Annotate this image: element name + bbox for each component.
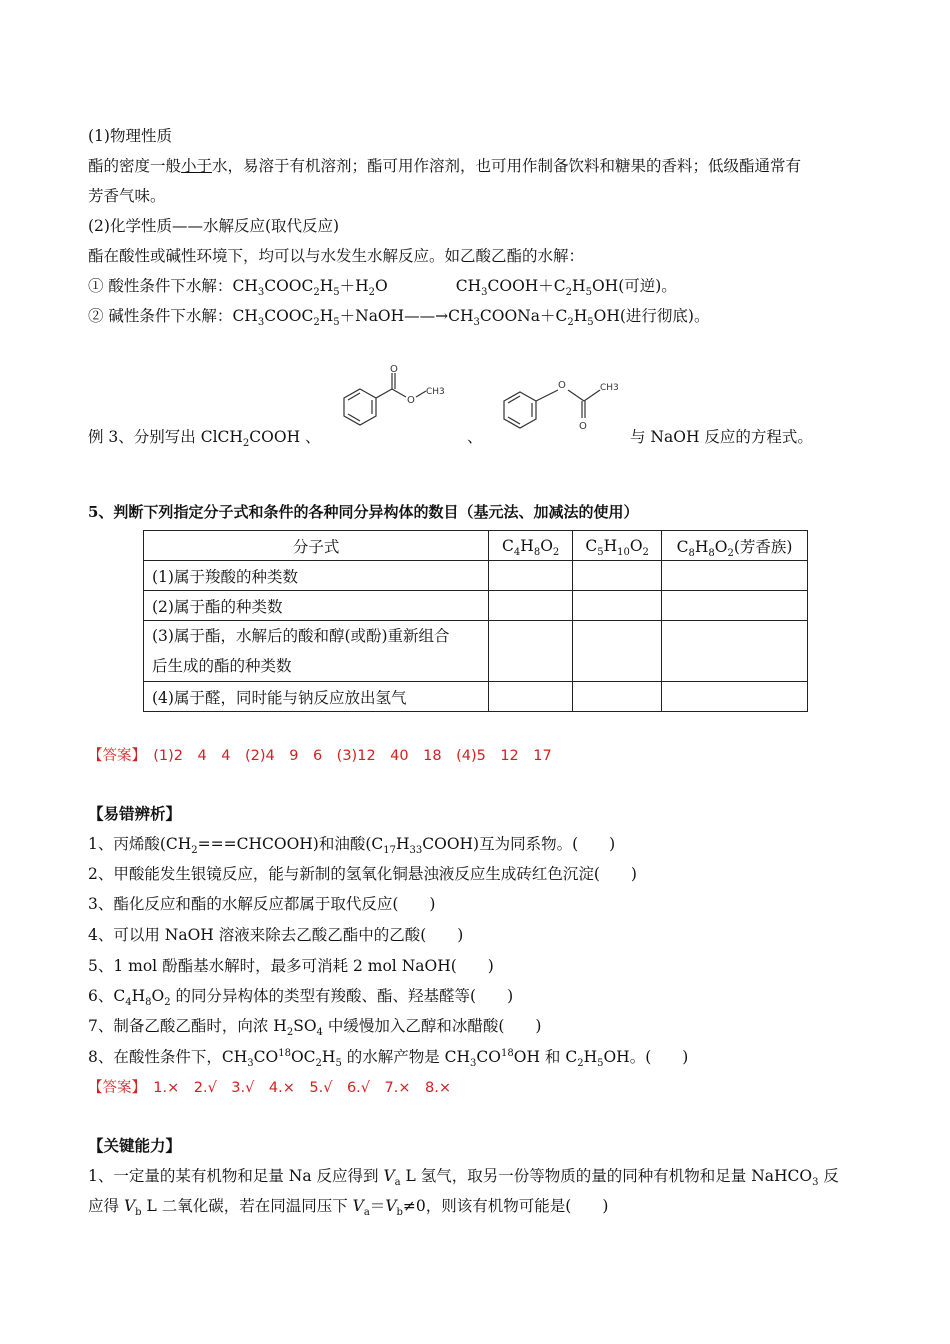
table-row: [144, 561, 808, 591]
q5-answer: [88, 746, 552, 766]
atom-label: O: [579, 421, 587, 432]
physical-property-title: (1)物理性质: [88, 127, 172, 145]
text-part: (3)属于酯，水解后的酸和醇(或酚)重新组合: [152, 627, 450, 645]
text-part: 例 3、分别写出: [88, 428, 201, 446]
error-item-4: 4、可以用 NaOH 溶液来除去乙酸乙酯中的乙酸( ): [88, 926, 464, 944]
answer-label: 【答案】: [88, 1080, 139, 1096]
atom-label: CH3: [600, 383, 619, 393]
physical-property-text: [88, 156, 801, 176]
q5-title: 5、判断下列指定分子式和条件的各种同分异构体的数目（基元法、加减法的使用）: [88, 503, 639, 521]
row-label: (1)属于羧酸的种类数: [144, 561, 489, 591]
errors-answer: [88, 1078, 451, 1098]
error-item-6: 6、$C_4H_8O_2$ 的同分异构体的类型有羧酸、酯、羟基醛等( ): [88, 987, 514, 1009]
text-part: 8、在酸性条件下，: [88, 1048, 222, 1066]
acid-note: (可逆)。: [618, 277, 677, 295]
error-item-7: 7、制备乙酸乙酯时，向浓 $H_2SO_4$ 中缓慢加入乙醇和冰醋酸( ): [88, 1017, 542, 1039]
answer-text: 1.× 2.√ 3.√ 4.× 5.√ 6.√ 7.× 8.×: [153, 1080, 451, 1096]
example3-suffix: 与 NaOH 反应的方程式。: [630, 428, 813, 446]
header-cell: 分子式: [144, 531, 489, 561]
header-cell: $C_8H_8O_2$(芳香族): [662, 531, 808, 561]
key-title: 【关键能力】: [88, 1136, 182, 1155]
base-hydrolysis-line: ② 碱性条件下水解：$CH_3COOC_2H_5+NaOH——\to CH_3COONa+C_2H_5OH$(进行彻底)。: [88, 307, 710, 329]
chemical-property-title: (2)化学性质——水解反应(取代反应): [88, 217, 340, 235]
error-item-2: 2、甲酸能发生银镜反应，能与新制的氢氧化铜悬浊液反应生成砖红色沉淀( ): [88, 865, 637, 883]
text-part: 后生成的酯的种类数: [152, 657, 292, 675]
atom-label: CH3: [426, 387, 445, 397]
header-cell: $C_5H_{10}O_2$: [573, 531, 662, 561]
answer-label: 【答案】: [88, 748, 139, 764]
table-row: [144, 591, 808, 621]
error-item-3: 3、酯化反应和酯的水解反应都属于取代反应( ): [88, 895, 436, 913]
base-label: ② 碱性条件下水解：: [88, 307, 233, 325]
text-part: 1、一定量的某有机物和足量 Na 反应得到: [88, 1167, 384, 1185]
example3-separator: 、: [467, 428, 483, 446]
text-part: 1、丙烯酸(CH: [88, 835, 192, 853]
phenyl-acetate-structure: [496, 372, 631, 442]
error-item-8: 8、在酸性条件下，$CH_3CO^{18}OC_2H_5$ 的水解产物是 $CH_3CO^{18}OH$ 和 $C_2H_5OH$。( ): [88, 1047, 689, 1070]
physical-property-text-cont: 芳香气味。: [88, 187, 166, 205]
key-question-line2: 应得 $V_b$ L 二氧化碳，若在同温同压下 $V_a=V_b\ne 0$，则该有机物可能是( ): [88, 1197, 609, 1219]
isomer-table: [143, 530, 808, 712]
acid-hydrolysis-line: ① 酸性条件下水解：$CH_3COOC_2H_5+H_2O$ $CH_3COOH+C_2H_5OH$(可逆)。: [88, 277, 677, 299]
methyl-benzoate-structure: [330, 362, 450, 442]
text-part: 7、制备乙酸乙酯时，向浓: [88, 1017, 274, 1035]
chemical-property-intro: 酯在酸性或碱性环境下，均可以与水发生水解反应。如乙酸乙酯的水解：: [88, 247, 585, 265]
text-part: (芳香族): [733, 537, 793, 556]
header-cell: $C_4H_8O_2$: [489, 531, 573, 561]
atom-label: O: [407, 395, 415, 406]
key-question-line1: 1、一定量的某有机物和足量 Na 反应得到 $V_a$ L 氢气，取另一份等物质的量的同种有机物和足量 NaHCO$_3$ 反: [88, 1167, 839, 1189]
text-part: 应得: [88, 1197, 124, 1215]
text-part: 酯的密度一般: [88, 157, 182, 175]
underlined-term: 小于: [181, 157, 213, 175]
acid-label: ① 酸性条件下水解：: [88, 277, 233, 295]
text-part: 水，易溶于有机溶剂；酯可用作溶剂，也可用作制备饮料和糖果的香料；低级酯通常有: [212, 157, 802, 175]
row-label: (4)属于醛，同时能与钠反应放出氢气: [144, 682, 489, 712]
table-row: [144, 682, 808, 712]
row-label: [144, 621, 489, 682]
row-label: (2)属于酯的种类数: [144, 591, 489, 621]
table-row: [144, 621, 808, 682]
example3-prefix: 例 3、分别写出 ClCH$_2$COOH 、: [88, 428, 321, 450]
atom-label: O: [390, 364, 398, 375]
text-part: 6、: [88, 987, 114, 1005]
error-item-1: 1、丙烯酸$(CH_2===CHCOOH)$和油酸$(C_{17}H_{33}COOH)$互为同系物。( ): [88, 835, 616, 857]
answer-text: (1)2 4 4 (2)4 9 6 (3)12 40 18 (4)5 12 17: [153, 748, 552, 764]
table-header-row: [144, 531, 808, 561]
atom-label: O: [558, 380, 566, 391]
errors-title: 【易错辨析】: [88, 804, 182, 823]
base-note: (进行彻底)。: [619, 307, 710, 325]
error-item-5: 5、1 mol 酚酯基水解时，最多可消耗 2 mol NaOH( ): [88, 957, 494, 975]
